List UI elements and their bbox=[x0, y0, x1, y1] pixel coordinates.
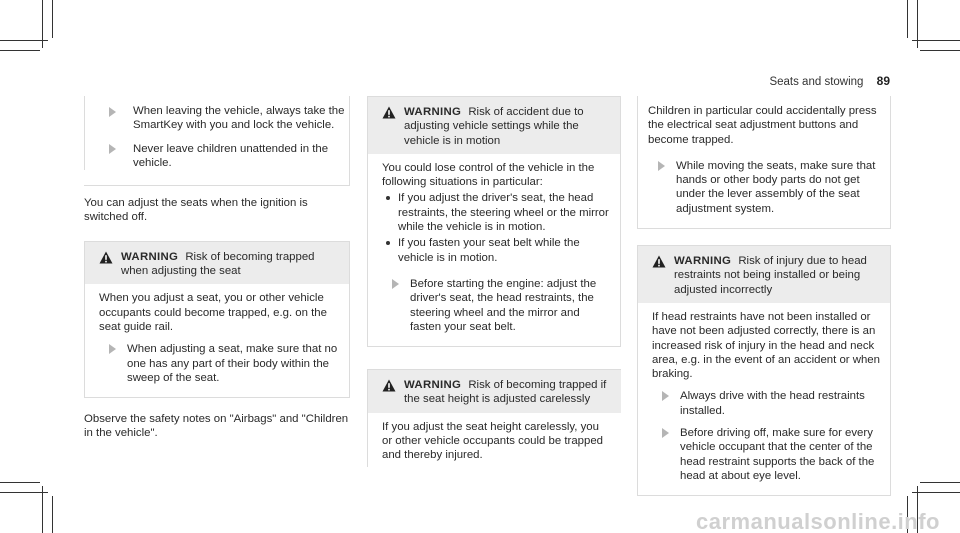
warning-icon bbox=[99, 251, 113, 264]
paragraph: Children in particular could accidentally press the electrical seat adjustment buttons and become trapped. bbox=[648, 105, 877, 146]
step-item bbox=[85, 142, 349, 171]
step-item bbox=[648, 159, 880, 216]
arrow-icon bbox=[109, 344, 116, 354]
step-item bbox=[382, 277, 610, 334]
warning-title: Risk of injury due to head restraints not being installed or being adjusted incorrectly bbox=[674, 255, 867, 296]
crop-mark bbox=[920, 50, 960, 51]
arrow-icon bbox=[392, 279, 399, 289]
crop-mark bbox=[0, 482, 40, 483]
crop-mark bbox=[907, 0, 908, 38]
warning-title: Risk of becoming trapped if the seat height is adjusted carelessly bbox=[404, 379, 607, 406]
warning-body bbox=[368, 154, 620, 346]
step-box bbox=[84, 96, 350, 186]
crop-mark bbox=[912, 492, 960, 493]
arrow-icon bbox=[109, 144, 116, 154]
warning-header bbox=[368, 370, 621, 413]
crop-mark bbox=[0, 492, 48, 493]
column-right bbox=[637, 96, 891, 510]
crop-mark bbox=[0, 50, 40, 51]
warning-header bbox=[368, 97, 620, 154]
warning-box bbox=[367, 369, 621, 466]
warning-box bbox=[637, 245, 891, 496]
watermark: carmanualsonline.info bbox=[696, 508, 940, 533]
column-middle bbox=[367, 96, 621, 481]
warning-title: Risk of accident due to adjusting vehicle settings while the vehicle is in motion bbox=[404, 106, 584, 147]
step-item bbox=[652, 426, 880, 483]
bullet-icon bbox=[386, 196, 390, 200]
step-text: When adjusting a seat, make sure that no one has any part of their body within the sweep of the seat. bbox=[127, 343, 338, 384]
warning-icon bbox=[382, 106, 396, 119]
column-left bbox=[84, 96, 350, 451]
step-box bbox=[637, 96, 891, 229]
step-text: While moving the seats, make sure that hands or other body parts do not get under the lever assembly of the seat adjustment system. bbox=[676, 159, 876, 215]
warning-text: When you adjust a seat, you or other vehicle occupants could become trapped, e.g. on the seat guide rail. bbox=[99, 292, 327, 333]
crop-mark bbox=[52, 496, 53, 533]
step-item bbox=[99, 342, 339, 385]
paragraph: Observe the safety notes on "Airbags" and "Children in the vehicle". bbox=[84, 413, 349, 440]
arrow-icon bbox=[662, 428, 669, 438]
warning-text: If you adjust the seat height carelessly, you or other vehicle occupants could be trapped and thereby injured. bbox=[382, 420, 603, 462]
crop-mark bbox=[920, 482, 960, 483]
crop-mark bbox=[0, 40, 48, 41]
step-item bbox=[85, 96, 349, 133]
warning-text: You could lose control of the vehicle in the following situations in particular: bbox=[382, 161, 595, 189]
paragraph: You can adjust the seats when the ignition is switched off. bbox=[84, 197, 308, 224]
step-text: Never leave children unattended in the vehicle. bbox=[133, 142, 329, 169]
bullet-icon bbox=[386, 241, 390, 245]
warning-header bbox=[85, 242, 349, 285]
bullet-text: If you adjust the driver's seat, the head restraints, the steering wheel or the mirror while the vehicle is in motion. bbox=[398, 192, 609, 234]
warning-label: WARNING bbox=[121, 250, 179, 263]
warning-label: WARNING bbox=[404, 106, 462, 118]
bullet-item bbox=[382, 236, 610, 265]
warning-header bbox=[638, 246, 890, 303]
page-header bbox=[769, 74, 890, 89]
warning-box bbox=[84, 241, 350, 398]
warning-body bbox=[638, 303, 890, 495]
warning-title: Risk of becoming trapped when adjusting the seat bbox=[121, 250, 315, 278]
crop-mark bbox=[912, 40, 960, 41]
warning-label: WARNING bbox=[674, 255, 732, 268]
warning-box bbox=[367, 96, 621, 347]
section-title: Seats and stowing bbox=[769, 76, 864, 88]
bullet-item bbox=[382, 191, 610, 234]
crop-mark bbox=[42, 486, 43, 533]
warning-body bbox=[85, 284, 349, 397]
warning-label: WARNING bbox=[404, 379, 462, 392]
warning-icon bbox=[382, 379, 396, 392]
warning-text: If head restraints have not been installed or have not been adjusted correctly, there is an increased risk of injury in the head and neck area, e.g. in the event of an accident or when braking. bbox=[652, 310, 880, 381]
arrow-icon bbox=[109, 107, 116, 117]
bullet-text: If you fasten your seat belt while the vehicle is in motion. bbox=[398, 237, 580, 264]
warning-icon bbox=[652, 255, 666, 268]
page-number: 89 bbox=[876, 74, 890, 88]
step-text: When leaving the vehicle, always take the SmartKey with you and lock the vehicle. bbox=[133, 105, 345, 132]
step-text: Before driving off, make sure for every vehicle occupant that the center of the head restraint supports the back of the head at about eye level. bbox=[680, 427, 875, 482]
crop-mark bbox=[52, 0, 53, 38]
arrow-icon bbox=[662, 391, 669, 401]
step-text: Always drive with the head restraints installed. bbox=[680, 390, 865, 417]
step-text: Before starting the engine: adjust the driver's seat, the head restraints, the steering wheel and the mirror and fasten your seat belt. bbox=[410, 277, 597, 333]
warning-body bbox=[368, 413, 621, 467]
arrow-icon bbox=[658, 161, 665, 171]
step-item bbox=[652, 389, 880, 418]
